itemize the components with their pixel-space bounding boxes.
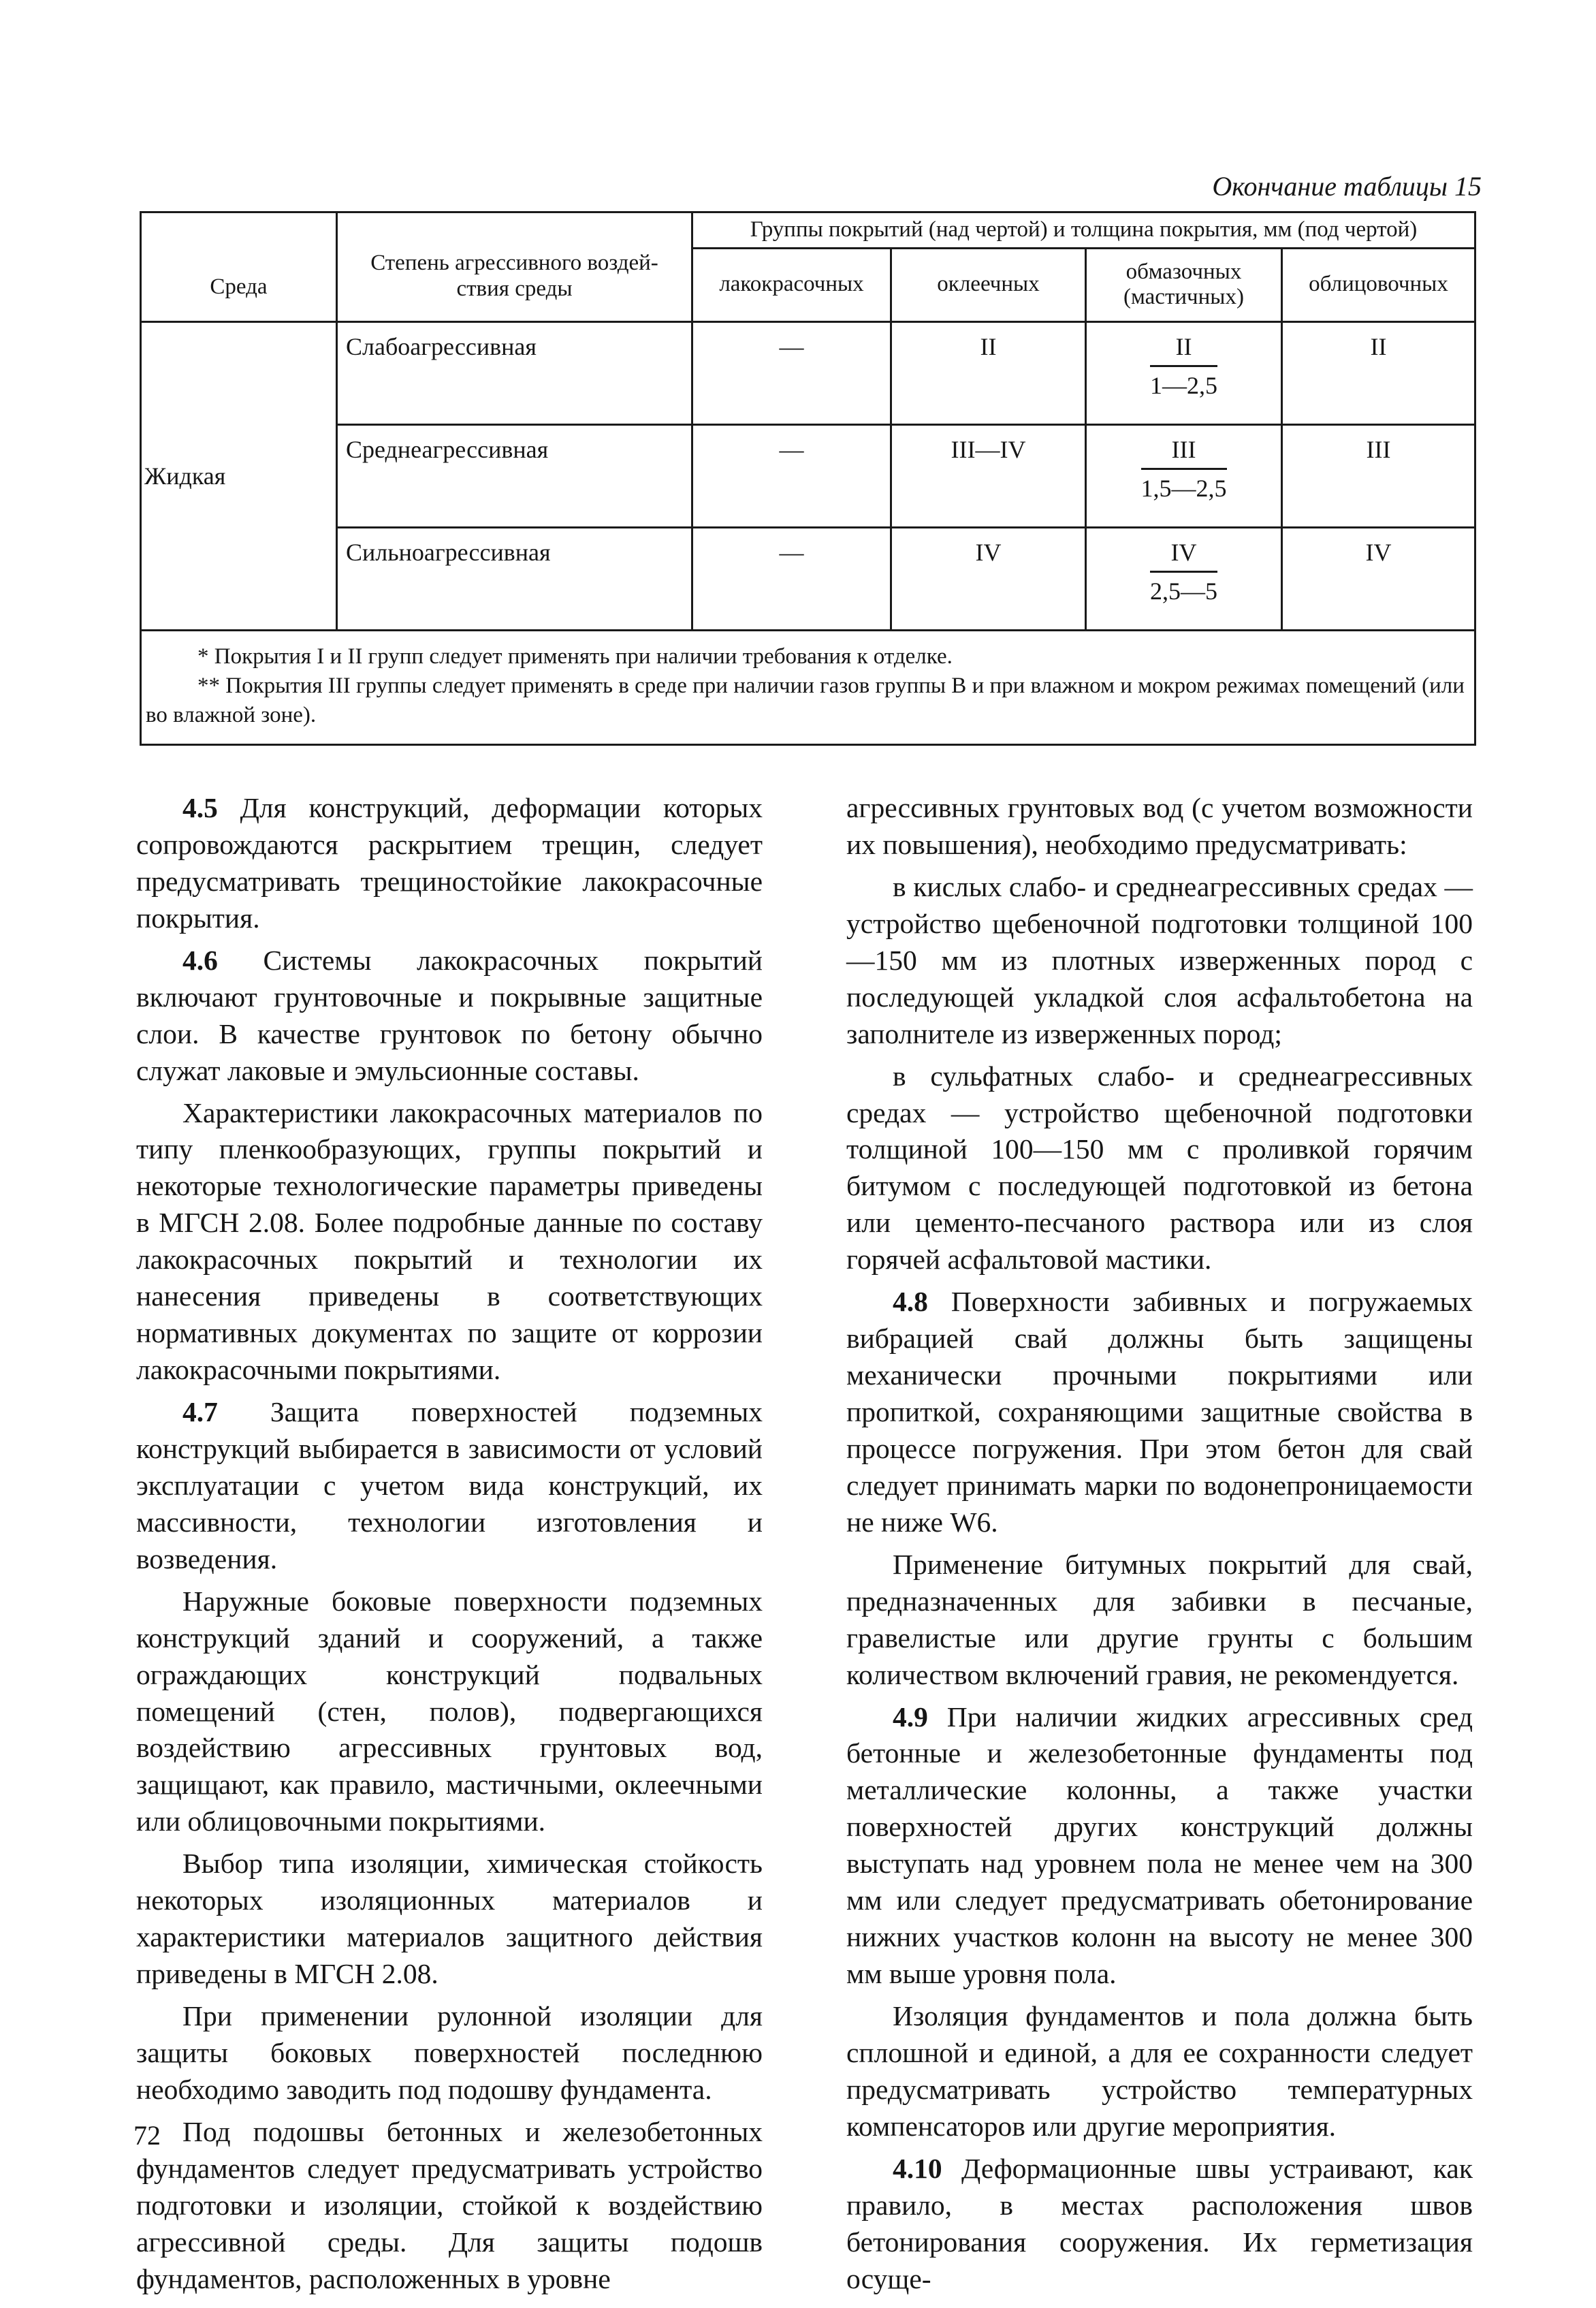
fraction-group: III [1141,435,1227,470]
left-column [136,790,763,2303]
paragraph-4-6 [136,943,763,1090]
paragraph-text: При наличии жидких агрессивных сред бетонные и железобетонные фундаменты под металлические колонны, а также участки поверхностей других конструкций должны выступать над уровнем пола не менее чем на 300 мм или следует предусматривать обетонирование нижних участков колонн на высоту не менее 300 мм выше уровня пола. [846,1701,1473,1990]
glued-cell: III—IV [891,424,1086,527]
fraction-thickness: 2,5—5 [1150,577,1217,605]
paragraph: Выбор типа изоляции, химическая стойкость некоторых изоляционных материалов и характеристики материалов защитного действия приведены в МГСН 2.08. [136,1848,763,1990]
table-notes [141,630,1475,744]
paragraph: Наружные боковые поверхности подземных конструкций зданий и сооружений, а также ограждающих конструкций подвальных помещений (стен, полов), подвергающихся воздействию агрессивных грунтовых вод, защищают, как правило, мастичными, оклеечными или облицовочными покрытиями. [136,1585,763,1837]
header-groups: Группы покрытий (над чертой) и толщина покрытия, мм (под чертой) [692,212,1475,249]
section-number: 4.8 [893,1286,928,1318]
fraction [1150,528,1217,605]
paragraph-text: Системы лакокрасочных покрытий включают грунтовочные и покрывные защитные слои. В качестве грунтовок по бетону обычно служат лаковые и эмульсионные составы. [136,944,763,1086]
degree-cell: Среднеагрессивная [337,424,692,527]
mastic-cell [1086,321,1282,424]
degree-cell: Слабоагрессивная [337,321,692,424]
paragraph-4-9 [846,1699,1473,1993]
table-row [141,321,1475,424]
facing-cell: IV [1282,527,1475,630]
facing-cell: III [1282,424,1475,527]
fraction [1150,323,1217,400]
mastic-cell [1086,527,1282,630]
paragraph: Характеристики лакокрасочных материалов по типу пленкообразующих, группы покрытий и некоторые технологические параметры приведены в МГСН 2.08. Более подробные данные по составу лакокрасочных покрытий и технологии их нанесения приведены в соответствующих нормативных документах по защите от коррозии лакокрасочными покрытиями. [136,1096,763,1386]
header-facing: облицовочных [1282,248,1475,321]
table-row [141,424,1475,527]
paint-cell: — [692,527,891,630]
glued-cell: IV [891,527,1086,630]
fraction-group: II [1150,332,1217,367]
table-row [141,527,1475,630]
section-number: 4.6 [182,944,218,976]
table-caption: Окончание таблицы 15 [1212,171,1482,202]
paint-cell: — [692,424,891,527]
env-liquid: Жидкая [141,321,337,630]
right-column [846,790,1473,2303]
facing-cell: II [1282,321,1475,424]
paragraph-text: Поверхности забивных и погружаемых вибрацией свай должны быть защищены механически прочными покрытиями или пропиткой, сохраняющими защитные свойства в процессе погружения. При этом бетон для свай следует принимать марки по водонепроницаемости не ниже W6. [846,1286,1473,1538]
table-15 [140,211,1476,746]
paragraph: в кислых слабо- и среднеагрессивных средах — устройство щебеночной подготовки толщиной 100—150 мм из плотных изверженных пород с последующей укладкой слоя асфальтобетона на заполнителе из изверженных пород; [846,870,1473,1049]
paragraph-text: Деформационные швы устраивают, как правило, в местах расположения швов бетонирования сооружения. Их герметизация осуще- [846,2152,1473,2294]
fraction-thickness: 1,5—2,5 [1140,474,1227,502]
table-note: * Покрытия I и II групп следует применять при наличии требования к отделке. [197,644,953,669]
page-number: 72 [133,2120,161,2151]
header-degree: Степень агрессивного воздей-ствия среды [337,212,692,322]
fraction [1141,426,1227,503]
paint-cell: — [692,321,891,424]
paragraph-continued: агрессивных грунтовых вод (с учетом возможности их повышения), необходимо предусматривать: [846,792,1473,860]
mastic-cell [1086,424,1282,527]
paragraph-4-8 [846,1284,1473,1541]
section-number: 4.7 [182,1396,218,1427]
paragraph: Под подошвы бетонных и железобетонных фундаментов следует предусматривать устройство подготовки и изоляции, стойкой к воздействию агрессивной среды. Для защиты подошв фундаментов, расположенных в уровне [136,2115,763,2294]
paragraph: Изоляция фундаментов и пола должна быть сплошной и единой, а для ее сохранности следует предусматривать устройство температурных компенсаторов или другие мероприятия. [846,2000,1473,2142]
header-mastic: обмазочных (мастичных) [1086,248,1282,321]
header-glued: оклеечных [891,248,1086,321]
header-env: Среда [141,212,337,322]
paragraph-text: Для конструкций, деформации которых сопровождаются раскрытием трещин, следует предусматривать трещиностойкие лакокрасочные покрытия. [136,792,763,934]
paragraph: При применении рулонной изоляции для защиты боковых поверхностей последнюю необходимо заводить под подошву фундамента. [136,2000,763,2105]
glued-cell: II [891,321,1086,424]
section-number: 4.10 [893,2152,942,2184]
fraction-thickness: 1—2,5 [1150,371,1217,399]
section-number: 4.5 [182,792,218,823]
paragraph-4-5 [136,790,763,937]
section-number: 4.9 [893,1701,928,1733]
fraction-group: IV [1150,538,1217,573]
header-paint: лакокрасочных [692,248,891,321]
table-note: ** Покрытия III группы следует применять в среде при наличии газов группы В и при влажном и мокром режимах помещений (или во влажной зоне). [146,673,1465,727]
degree-cell: Сильноагрессивная [337,527,692,630]
paragraph-text: Защита поверхностей подземных конструкций выбирается в зависимости от условий эксплуатации с учетом вида конструкций, их массивности, технологии изготовления и возведения. [136,1396,763,1575]
paragraph: в сульфатных слабо- и среднеагрессивных средах — устройство щебеночной подготовки толщиной 100—150 мм с проливкой горячим битумом с последующей подготовкой из бетона или цементо-песчаного раствора или из слоя горячей асфальтовой мастики. [846,1060,1473,1276]
paragraph-4-10 [846,2151,1473,2298]
paragraph-4-7 [136,1394,763,1578]
paragraph: Применение битумных покрытий для свай, предназначенных для забивки в песчаные, гравелистые или другие грунты с большим количеством включений гравия, не рекомендуется. [846,1548,1473,1690]
